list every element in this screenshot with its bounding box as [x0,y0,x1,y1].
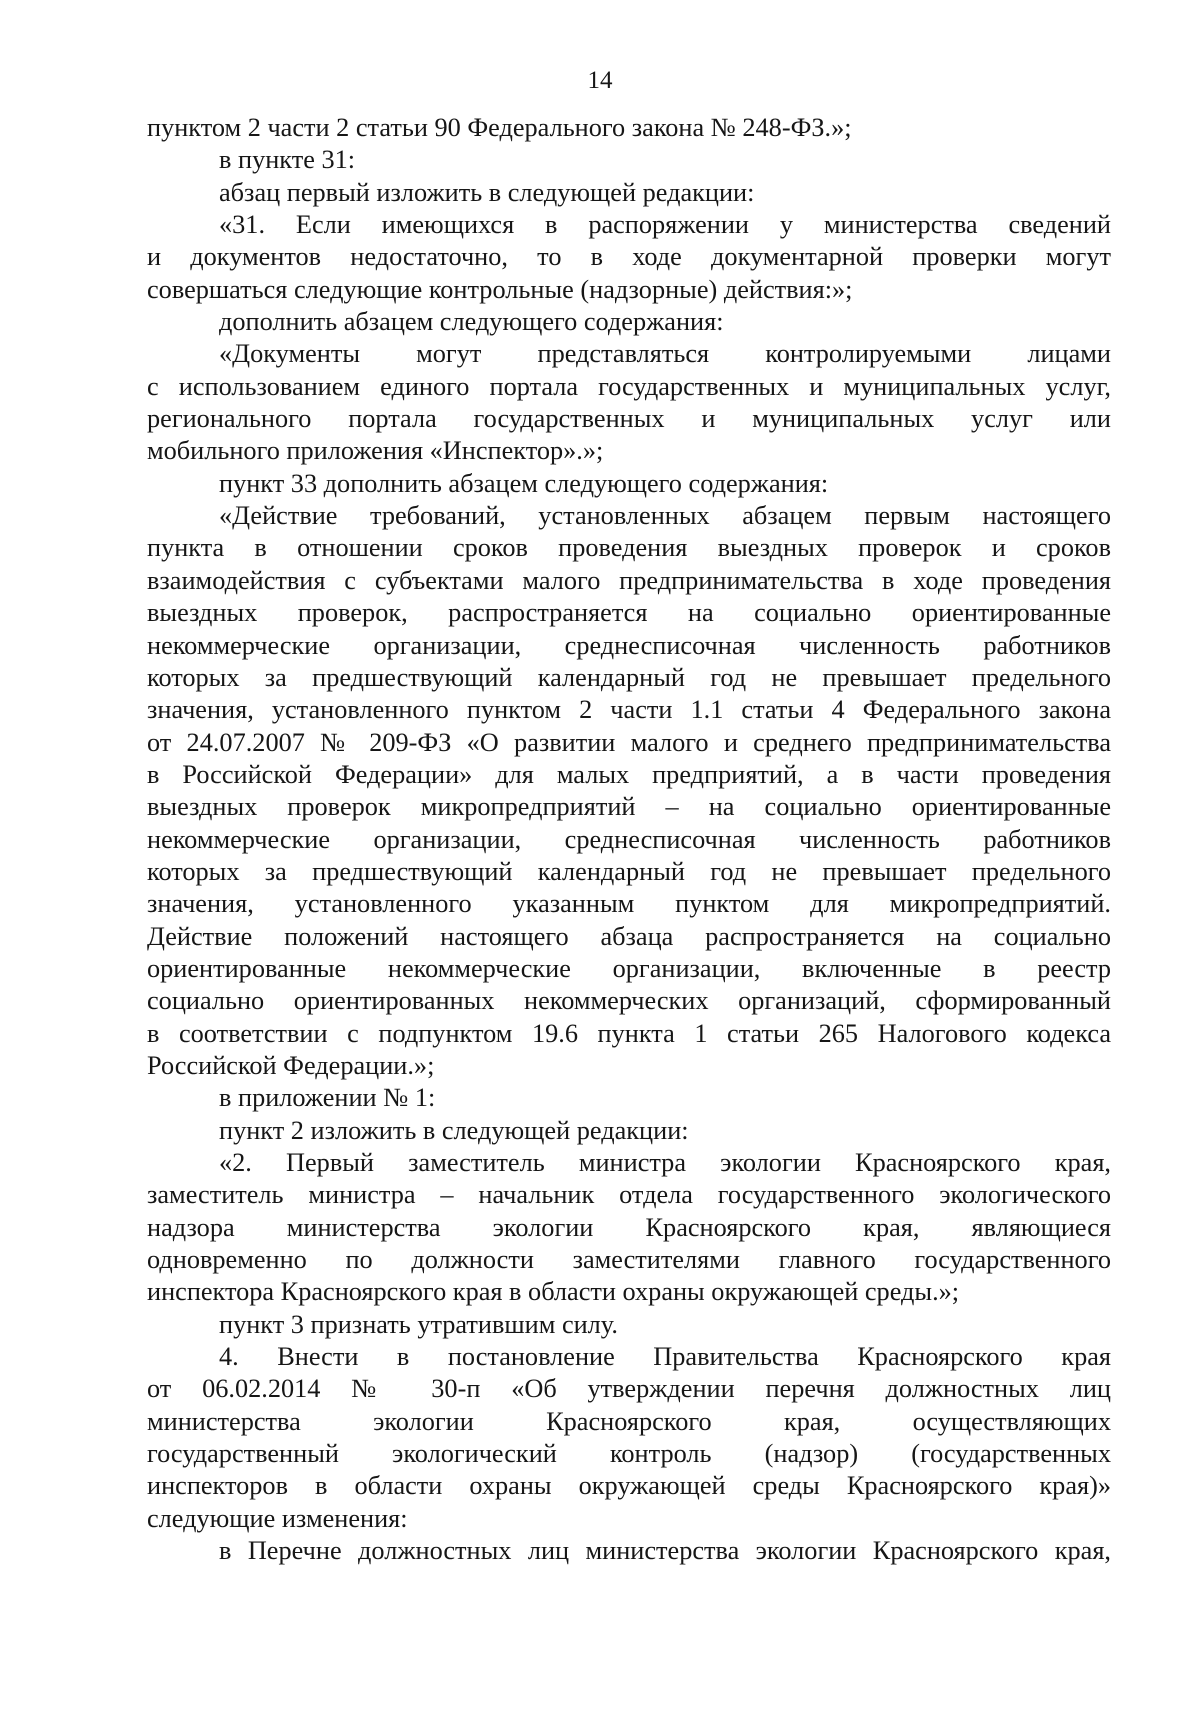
text-line: в пункте 31: [219,145,356,175]
text-line: выездных проверок, распространяется на социально ориентированные [147,598,1111,628]
text-line: в соответствии с подпунктом 19.6 пункта 1 статьи 265 Налогового кодекса [147,1018,1111,1048]
text-line: инспектора Красноярского края в области охраны окружающей среды.»; [147,1277,960,1307]
document-body [147,112,1111,1567]
text-line: одновременно по должности заместителями главного государственного [147,1245,1111,1275]
text-line: следующие изменения: [147,1503,408,1533]
text-line: «Документы могут представляться контролируемыми лицами [219,339,1111,369]
text-line: надзора министерства экологии Красноярского края, являющиеся [147,1212,1111,1242]
text-line: Действие положений настоящего абзаца распространяется на социально [147,921,1111,951]
text-line: социально ориентированных некоммерческих организаций, сформированный [147,986,1111,1016]
text-line: с использованием единого портала государственных и муниципальных услуг, [147,371,1111,401]
text-line: взаимодействия с субъектами малого предпринимательства в ходе проведения [147,565,1111,595]
text-line: которых за предшествующий календарный год не превышает предельного [147,856,1111,886]
page-number: 14 [587,67,613,94]
text-line: дополнить абзацем следующего содержания: [219,307,724,337]
text-line: и документов недостаточно, то в ходе документарной проверки могут [147,242,1111,272]
text-line: значения, установленного пунктом 2 части 1.1 статьи 4 Федерального закона [147,695,1111,725]
text-line: в приложении № 1: [219,1083,436,1113]
text-line: пунктом 2 части 2 статьи 90 Федерального закона № 248-ФЗ.»; [147,113,852,142]
text-line: пункт 2 изложить в следующей редакции: [219,1115,689,1145]
text-line: ориентированные некоммерческие организации, включенные в реестр [147,953,1111,983]
text-line: заместитель министра – начальник отдела государственного экологического [147,1180,1111,1210]
text-line: пункт 3 признать утратившим силу. [219,1309,618,1339]
text-line: совершаться следующие контрольные (надзорные) действия:»; [147,274,853,304]
text-line: государственный экологический контроль (надзор) (государственных [147,1439,1111,1469]
text-line: «31. Если имеющихся в распоряжении у министерства сведений [219,210,1111,240]
text-line: мобильного приложения «Инспектор».»; [147,436,604,466]
text-line: значения, установленного указанным пунктом для микропредприятий. [147,889,1111,919]
text-line: выездных проверок микропредприятий – на социально ориентированные [147,792,1111,822]
text-line: абзац первый изложить в следующей редакции: [219,177,755,207]
text-line: пункта в отношении сроков проведения выездных проверок и сроков [147,533,1111,563]
text-line: пункт 33 дополнить абзацем следующего содержания: [219,468,829,498]
text-line: в Российской Федерации» для малых предприятий, а в части проведения [147,759,1111,789]
text-line: «2. Первый заместитель министра экологии Красноярского края, [219,1148,1111,1177]
text-line: министерства экологии Красноярского края, осуществляющих [147,1406,1111,1436]
text-line: инспекторов в области охраны окружающей среды Красноярского края)» [147,1471,1111,1501]
text-line: от 24.07.2007 № 209-ФЗ «О развитии малого и среднего предпринимательства [147,727,1111,757]
text-line: от 06.02.2014 № 30-п «Об утверждении перечня должностных лиц [147,1374,1111,1404]
text-line: которых за предшествующий календарный год не превышает предельного [147,662,1111,692]
text-line: Российской Федерации.»; [147,1050,435,1080]
text-line: некоммерческие организации, среднесписочная численность работников [147,824,1111,854]
text-line: 4. Внести в постановление Правительства Красноярского края [219,1342,1111,1372]
text-line: некоммерческие организации, среднесписочная численность работников [147,630,1111,660]
text-line: регионального портала государственных и муниципальных услуг или [147,404,1111,434]
text-line: в Перечне должностных лиц министерства экологии Красноярского края, [219,1536,1111,1566]
text-line: «Действие требований, установленных абзацем первым настоящего [219,501,1111,531]
